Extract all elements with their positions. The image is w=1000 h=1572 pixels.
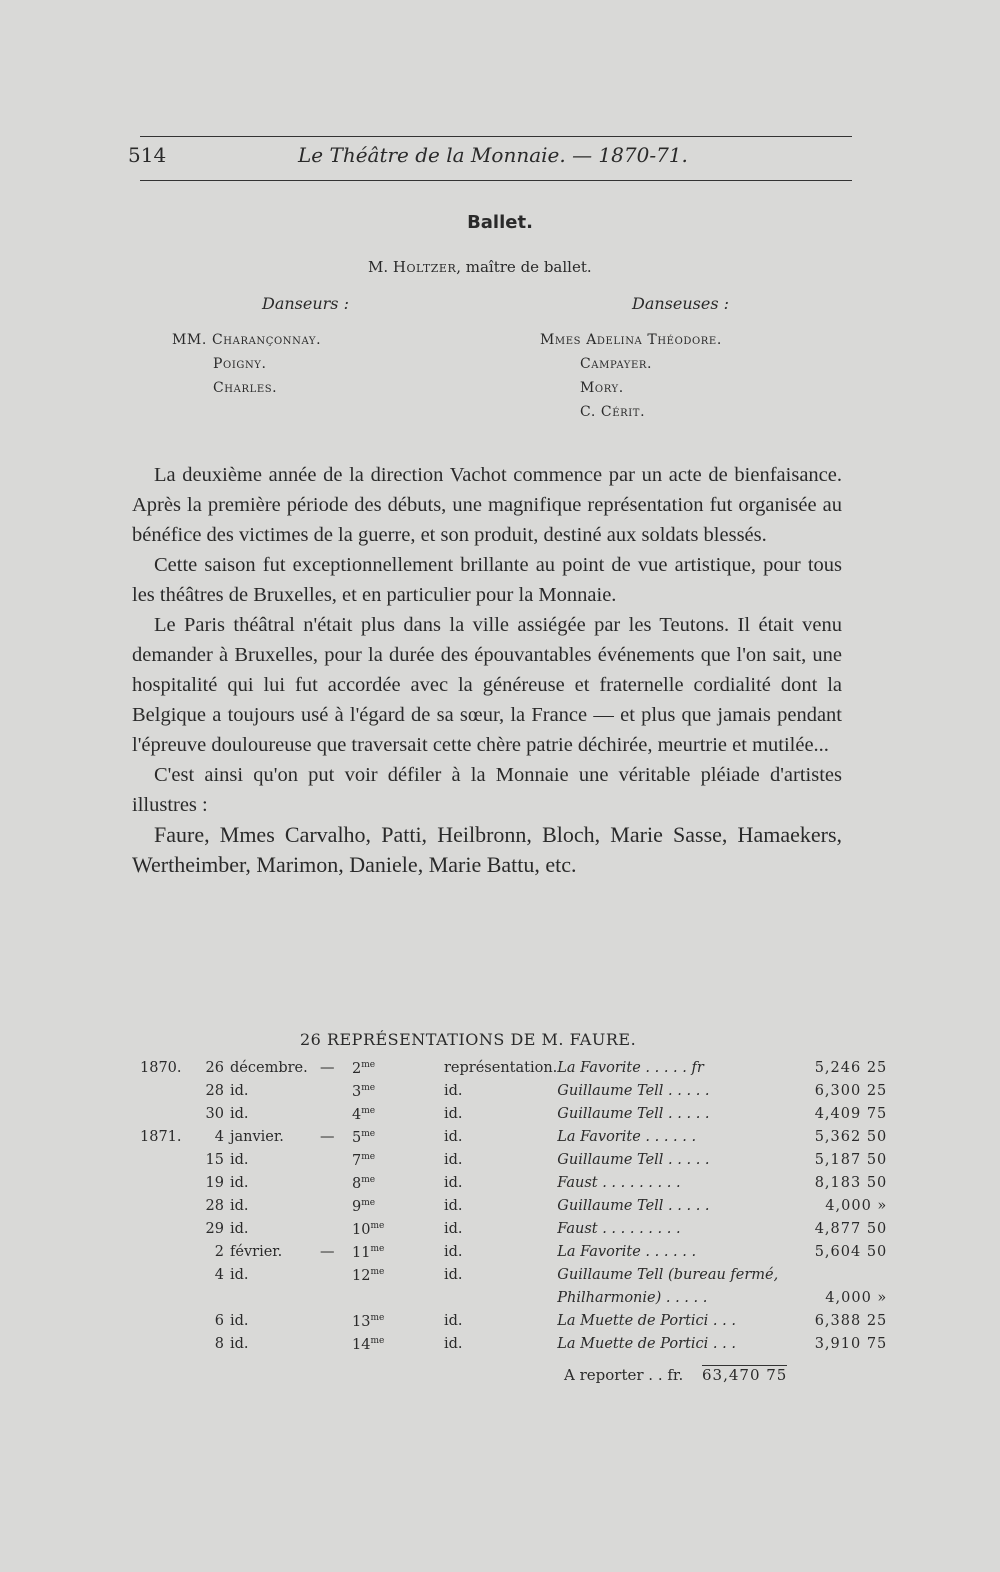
perf-rep-label: id. <box>444 1175 463 1191</box>
header-rule-top <box>140 136 852 137</box>
perf-dash <box>320 1267 344 1290</box>
perf-amount: 5,604 50 <box>814 1244 888 1260</box>
perf-dash: — <box>320 1060 335 1076</box>
perf-dash <box>320 1106 344 1129</box>
table-row <box>140 1267 887 1290</box>
perf-ordinal-suffix: me <box>361 1083 376 1093</box>
perf-ordinal-suffix: me <box>361 1198 376 1208</box>
perf-dash <box>320 1083 344 1106</box>
perf-title: La Favorite . . . . . fr <box>557 1060 704 1076</box>
perf-year: 1871. <box>140 1129 182 1145</box>
perf-number <box>344 1152 444 1175</box>
dancer-name: Mory. <box>580 380 624 396</box>
perf-title: Guillaume Tell . . . . . <box>557 1198 710 1214</box>
perf-day: 4 <box>214 1267 224 1283</box>
table-row <box>140 1083 887 1106</box>
perf-dash <box>320 1175 344 1198</box>
perf-year: 1870. <box>140 1060 182 1076</box>
perf-number <box>344 1129 444 1152</box>
running-title: Le Théâtre de la Monnaie. — 1870-71. <box>298 143 688 167</box>
perf-ordinal-suffix: me <box>370 1313 385 1323</box>
perf-year <box>140 1106 196 1129</box>
perf-rep-label: id. <box>444 1313 463 1329</box>
dancer-name: Charles. <box>213 380 278 396</box>
table-row <box>140 1175 887 1198</box>
perf-ordinal-suffix: me <box>370 1336 385 1346</box>
table-row <box>140 1106 887 1129</box>
perf-day: 2 <box>214 1244 224 1260</box>
perf-rep-label: id. <box>444 1198 463 1214</box>
perf-rep-label: id. <box>444 1106 463 1122</box>
total-label: A reporter . . fr. <box>564 1366 684 1384</box>
total-amount: 63,470 75 <box>702 1366 788 1384</box>
dancers-f-prefix: Mmes <box>540 332 582 348</box>
perf-ordinal: 10 <box>352 1221 371 1238</box>
perf-day <box>196 1290 230 1313</box>
table-row <box>140 1336 887 1359</box>
perf-month: id. <box>230 1083 249 1099</box>
perf-month: id. <box>230 1336 249 1352</box>
perf-number <box>344 1267 444 1290</box>
perf-amount: 5,362 50 <box>814 1129 888 1145</box>
perf-day: 6 <box>214 1313 224 1329</box>
perf-title: La Favorite . . . . . . <box>557 1244 697 1260</box>
perf-rep-label: id. <box>444 1129 463 1145</box>
perf-number <box>344 1083 444 1106</box>
perf-year <box>140 1313 196 1336</box>
perf-month: id. <box>230 1267 249 1283</box>
perf-ordinal-suffix: me <box>361 1106 376 1116</box>
perf-title: Guillaume Tell . . . . . <box>557 1106 710 1122</box>
perf-year <box>140 1221 196 1244</box>
perf-number <box>344 1290 444 1313</box>
perf-month: id. <box>230 1221 249 1237</box>
perf-number <box>344 1106 444 1129</box>
perf-day: 29 <box>205 1221 224 1237</box>
paragraph: Le Paris théâtral n'était plus dans la ville assiégée par les Teutons. Il était venu demander à Bruxelles, pour la durée des épouvantables événements que l'on sait, une hospitalité qui lui fut accordée avec la généreuse et fraternelle cordialité dont la Belgique a toujours usé à l'égard de sa sœur, la France — et plus que jamais pendant l'épreuve douloureuse que traversait cette chère patrie déchirée, meurtrie et mutilée... <box>132 614 842 756</box>
perf-ordinal: 14 <box>352 1336 371 1353</box>
perf-dash <box>320 1313 344 1336</box>
ballet-master-role: , maître de ballet. <box>456 258 592 276</box>
perf-amount: 4,000 » <box>825 1290 888 1306</box>
perf-amount: 5,187 50 <box>814 1152 888 1168</box>
perf-dash: — <box>320 1244 335 1260</box>
perf-month: février. <box>230 1244 283 1260</box>
perf-month: janvier. <box>230 1129 284 1145</box>
perf-number <box>344 1313 444 1336</box>
table-row <box>140 1198 887 1221</box>
list-item <box>172 328 321 352</box>
perf-dash <box>320 1221 344 1244</box>
perf-dash <box>320 1152 344 1175</box>
perf-ordinal: 4 <box>352 1106 362 1123</box>
perf-number <box>344 1060 444 1083</box>
performances-title: 26 REPRÉSENTATIONS DE M. FAURE. <box>300 1030 637 1049</box>
perf-title: La Muette de Portici . . . <box>557 1336 736 1352</box>
perf-amount: 8,183 50 <box>814 1175 888 1191</box>
perf-year <box>140 1152 196 1175</box>
list-item <box>540 376 722 400</box>
perf-day: 19 <box>205 1175 224 1191</box>
perf-dash <box>320 1198 344 1221</box>
perf-ordinal: 2 <box>352 1060 362 1077</box>
section-title: Ballet. <box>467 212 533 233</box>
dancer-name: Charançonnay. <box>211 332 322 348</box>
dancers-f-heading: Danseuses : <box>632 294 730 313</box>
perf-dash: — <box>320 1129 335 1145</box>
perf-day: 30 <box>205 1106 224 1122</box>
perf-rep-label: id. <box>444 1336 463 1352</box>
header-rule-bottom <box>140 180 852 181</box>
dancers-list <box>172 328 321 400</box>
perf-ordinal-suffix: me <box>370 1221 385 1231</box>
perf-title: La Muette de Portici . . . <box>557 1313 736 1329</box>
perf-number <box>344 1175 444 1198</box>
ballet-master-prefix: M. <box>368 258 389 276</box>
perf-number <box>344 1336 444 1359</box>
perf-ordinal-suffix: me <box>361 1175 376 1185</box>
list-item <box>540 400 722 424</box>
dancer-name: Poigny. <box>213 356 267 372</box>
perf-dash <box>320 1290 344 1313</box>
perf-day: 15 <box>205 1152 224 1168</box>
table-row <box>140 1290 887 1313</box>
list-item <box>172 376 321 400</box>
perf-number <box>344 1244 444 1267</box>
perf-month <box>230 1290 320 1313</box>
perf-title: Guillaume Tell (bureau fermé, <box>557 1267 779 1283</box>
perf-title: Faust . . . . . . . . . <box>557 1175 681 1191</box>
perf-ordinal: 12 <box>352 1267 371 1284</box>
paragraph: La deuxième année de la direction Vachot commence par un acte de bienfaisance. Après la première période des débuts, une magnifique représentation fut organisée au bénéfice des victimes de la guerre, et son produit, destiné aux soldats blessés. <box>132 464 842 546</box>
list-item <box>540 352 722 376</box>
perf-title: Guillaume Tell . . . . . <box>557 1083 710 1099</box>
perf-day: 8 <box>214 1336 224 1352</box>
dancers-prefix: MM. <box>172 332 207 348</box>
perf-rep-label: id. <box>444 1152 463 1168</box>
perf-day: 28 <box>205 1198 224 1214</box>
perf-ordinal: 5 <box>352 1129 362 1146</box>
perf-ordinal-suffix: me <box>361 1152 376 1162</box>
table-row <box>140 1313 887 1336</box>
perf-amount: 4,000 » <box>825 1198 888 1214</box>
perf-year <box>140 1198 196 1221</box>
perf-ordinal-suffix: me <box>370 1267 385 1277</box>
table-row <box>140 1244 887 1267</box>
dancer-name: Adelina Théodore. <box>586 332 722 348</box>
dancers-f-list <box>540 328 722 424</box>
perf-ordinal: 8 <box>352 1175 362 1192</box>
perf-ordinal: 9 <box>352 1198 362 1215</box>
perf-rep-label: représentation. <box>444 1060 558 1076</box>
perf-year <box>140 1083 196 1106</box>
perf-month: id. <box>230 1175 249 1191</box>
perf-rep-label: id. <box>444 1267 463 1283</box>
dancers-heading: Danseurs : <box>262 294 349 313</box>
table-row <box>140 1221 887 1244</box>
perf-year <box>140 1290 196 1313</box>
list-item <box>540 328 722 352</box>
perf-amount: 5,246 25 <box>814 1060 888 1076</box>
artists-line: Faure, Mmes Carvalho, Patti, Heilbronn, Bloch, Marie Sasse, Hamaekers, Wertheimber, Marimon, Daniele, Marie Battu, etc. <box>132 822 842 877</box>
perf-day: 4 <box>214 1129 224 1145</box>
page-number: 514 <box>128 143 167 167</box>
perf-month: id. <box>230 1152 249 1168</box>
list-item <box>172 352 321 376</box>
perf-amount: 6,300 25 <box>814 1083 888 1099</box>
ballet-master-line <box>368 258 592 276</box>
perf-title: La Favorite . . . . . . <box>557 1129 697 1145</box>
perf-amount: 4,877 50 <box>814 1221 888 1237</box>
table-row <box>140 1129 887 1152</box>
perf-ordinal-suffix: me <box>361 1060 376 1070</box>
perf-rep-label <box>444 1290 557 1313</box>
performances-table <box>140 1060 887 1359</box>
perf-year <box>140 1267 196 1290</box>
perf-ordinal: 11 <box>352 1244 371 1261</box>
perf-month: décembre. <box>230 1060 308 1076</box>
perf-rep-label: id. <box>444 1083 463 1099</box>
perf-year <box>140 1175 196 1198</box>
ballet-master-name: Holtzer <box>392 258 457 276</box>
paragraph: C'est ainsi qu'on put voir défiler à la Monnaie une véritable pléiade d'artistes illustres : <box>132 764 842 816</box>
dancer-name: Campayer. <box>580 356 653 372</box>
perf-month: id. <box>230 1198 249 1214</box>
perf-ordinal-suffix: me <box>370 1244 385 1254</box>
perf-ordinal: 7 <box>352 1152 362 1169</box>
perf-ordinal: 13 <box>352 1313 371 1330</box>
perf-month: id. <box>230 1313 249 1329</box>
table-row <box>140 1060 887 1083</box>
perf-rep-label: id. <box>444 1221 463 1237</box>
perf-year <box>140 1244 196 1267</box>
perf-amount: 3,910 75 <box>814 1336 888 1352</box>
perf-amount <box>797 1267 887 1290</box>
perf-number <box>344 1198 444 1221</box>
perf-title: Guillaume Tell . . . . . <box>557 1152 710 1168</box>
perf-month: id. <box>230 1106 249 1122</box>
perf-amount: 6,388 25 <box>814 1313 888 1329</box>
perf-amount: 4,409 75 <box>814 1106 888 1122</box>
body-text <box>132 460 842 880</box>
perf-ordinal-suffix: me <box>361 1129 376 1139</box>
total-line <box>564 1365 787 1384</box>
dancer-name: C. Cérit. <box>580 404 646 420</box>
perf-number <box>344 1221 444 1244</box>
paragraph: Cette saison fut exceptionnellement brillante au point de vue artistique, pour tous les théâtres de Bruxelles, et en particulier pour la Monnaie. <box>132 554 842 606</box>
perf-ordinal: 3 <box>352 1083 362 1100</box>
perf-dash <box>320 1336 344 1359</box>
perf-day: 26 <box>205 1060 224 1076</box>
perf-rep-label: id. <box>444 1244 463 1260</box>
perf-year <box>140 1336 196 1359</box>
table-row <box>140 1152 887 1175</box>
perf-title: Faust . . . . . . . . . <box>557 1221 681 1237</box>
perf-day: 28 <box>205 1083 224 1099</box>
perf-title: Philharmonie) . . . . . <box>557 1290 708 1306</box>
